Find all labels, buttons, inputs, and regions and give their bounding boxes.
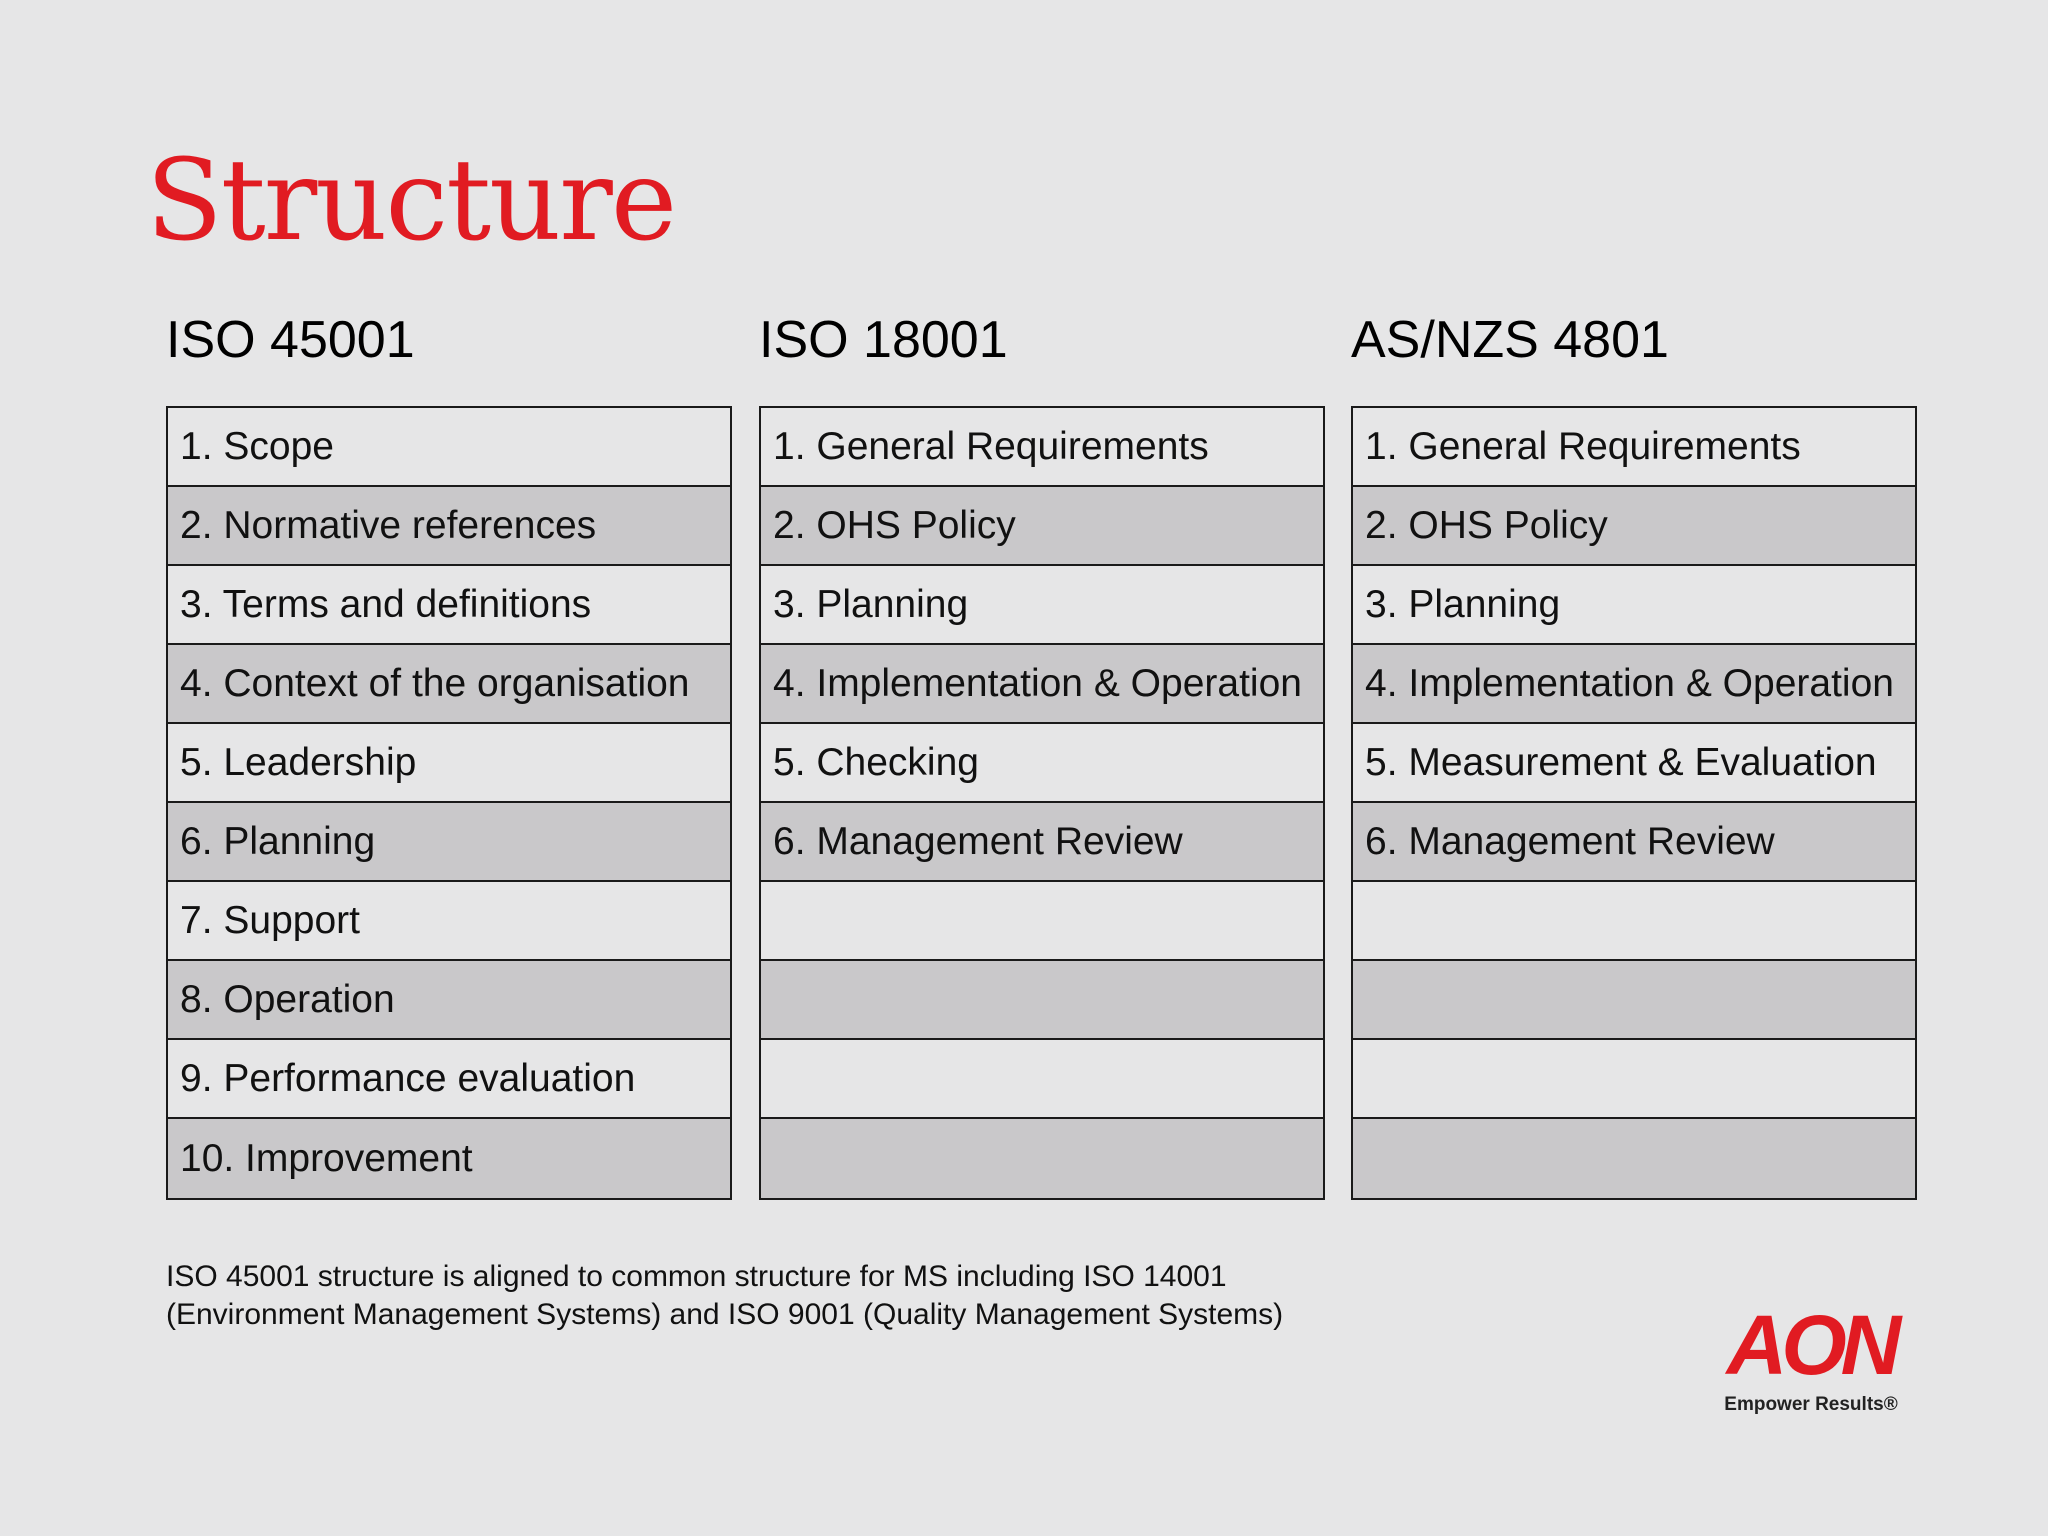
logo-tagline: Empower Results® bbox=[1724, 1394, 1898, 1415]
table-row: 6. Management Review bbox=[761, 803, 1323, 882]
table-row: 1. General Requirements bbox=[761, 408, 1323, 487]
column-heading-iso-18001: ISO 18001 bbox=[759, 311, 1008, 369]
table-row: 8. Operation bbox=[168, 961, 730, 1040]
table-row-empty bbox=[1353, 882, 1915, 961]
column-heading-iso-45001: ISO 45001 bbox=[166, 311, 415, 369]
table-row: 7. Support bbox=[168, 882, 730, 961]
table-row-empty bbox=[1353, 1119, 1915, 1198]
footnote-line-1: ISO 45001 structure is aligned to common structure for MS including ISO 14001 bbox=[166, 1260, 1227, 1293]
table-row: 2. OHS Policy bbox=[1353, 487, 1915, 566]
table-as-nzs-4801 bbox=[1351, 406, 1917, 1200]
table-row: 5. Leadership bbox=[168, 724, 730, 803]
table-row: 3. Planning bbox=[761, 566, 1323, 645]
table-row: 5. Checking bbox=[761, 724, 1323, 803]
footnote-line-2: (Environment Management Systems) and ISO 9001 (Quality Management Systems) bbox=[166, 1298, 1284, 1331]
table-row: 5. Measurement & Evaluation bbox=[1353, 724, 1915, 803]
table-iso-18001 bbox=[759, 406, 1325, 1200]
table-row: 2. Normative references bbox=[168, 487, 730, 566]
column-heading-as-nzs-4801: AS/NZS 4801 bbox=[1351, 311, 1669, 369]
table-row: 10. Improvement bbox=[168, 1119, 730, 1198]
table-iso-45001 bbox=[166, 406, 732, 1200]
table-row-empty bbox=[761, 1040, 1323, 1119]
table-row: 6. Planning bbox=[168, 803, 730, 882]
table-row: 6. Management Review bbox=[1353, 803, 1915, 882]
table-row-empty bbox=[761, 882, 1323, 961]
table-row-empty bbox=[761, 961, 1323, 1040]
table-row-empty bbox=[1353, 961, 1915, 1040]
table-row: 9. Performance evaluation bbox=[168, 1040, 730, 1119]
table-row-empty bbox=[1353, 1040, 1915, 1119]
table-row: 3. Planning bbox=[1353, 566, 1915, 645]
table-row: 2. OHS Policy bbox=[761, 487, 1323, 566]
table-row: 4. Implementation & Operation bbox=[761, 645, 1323, 724]
table-row: 4. Implementation & Operation bbox=[1353, 645, 1915, 724]
table-row: 3. Terms and definitions bbox=[168, 566, 730, 645]
footnote bbox=[166, 1258, 1283, 1334]
slide-title: Structure bbox=[146, 136, 676, 266]
table-row-empty bbox=[761, 1119, 1323, 1198]
table-row: 4. Context of the organisation bbox=[168, 645, 730, 724]
aon-logo bbox=[1716, 1298, 1906, 1418]
table-row: 1. Scope bbox=[168, 408, 730, 487]
logo-brand: AON bbox=[1726, 1298, 1896, 1392]
table-row: 1. General Requirements bbox=[1353, 408, 1915, 487]
